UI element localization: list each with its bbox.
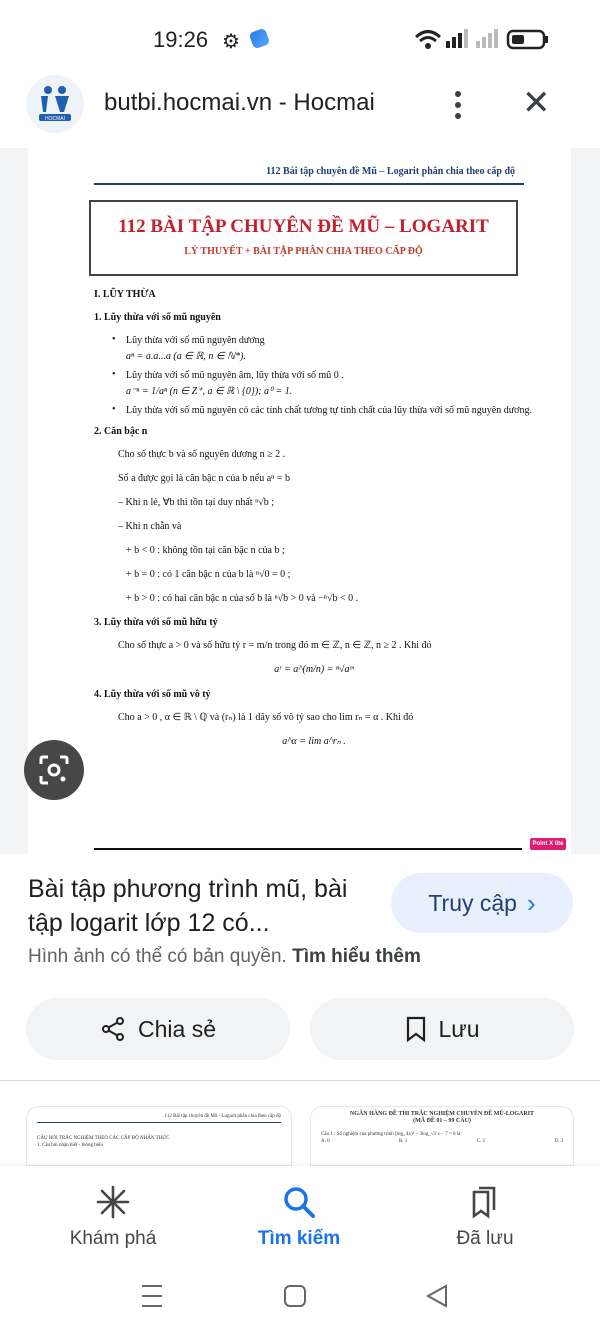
thumb-option: B. 1 <box>398 1139 408 1144</box>
copyright-notice <box>28 946 421 968</box>
text-line: – Khi n lẻ, ∀b thì tồn tại duy nhất ⁿ√b ; <box>118 497 275 508</box>
subsection-heading: 1. Lũy thừa với số mũ nguyên <box>94 312 221 323</box>
visit-button-label: Truy cập <box>428 889 517 916</box>
save-button[interactable] <box>310 998 574 1060</box>
subsection-heading: 3. Lũy thừa với số mũ hữu tỷ <box>94 617 218 628</box>
related-image-thumbnail[interactable] <box>26 1106 292 1166</box>
thumb-text: CÂU HỎI TRẮC NGHIỆM THEO CÁC CẤP ĐỘ NHẬN THỨC <box>37 1136 170 1141</box>
document-body <box>94 288 534 760</box>
signal-icon-1 <box>446 29 468 48</box>
wifi-icon <box>416 32 440 50</box>
bullet-item: • Lũy thừa với số mũ nguyên âm, lũy thừa với số mũ 0 . <box>94 369 534 382</box>
thumb-option: D. 3 <box>554 1139 563 1144</box>
bullet-item: • Lũy thừa với số mũ nguyên dương <box>94 334 534 347</box>
visit-button[interactable] <box>391 873 573 933</box>
formula: aⁿ = a.a...a (a ∈ ℝ, n ∈ ℕ*). <box>126 351 246 362</box>
signal-icon-2 <box>476 29 498 48</box>
back-icon <box>428 1286 446 1306</box>
formula: a^α = lim a^rₙ . <box>282 736 346 747</box>
gear-icon: ⚙ <box>222 31 240 53</box>
bullet-item: • Lũy thừa với số mũ nguyên có các tính chất tương tự tính chất của lũy thừa với số mũ nguyên dương. <box>94 404 534 417</box>
hocmai-logo-icon <box>33 82 77 126</box>
text-line: Cho a > 0 , α ∈ ℝ \ ℚ và (rₙ) là 1 dãy số vô tỷ sao cho lim rₙ = α . Khi đó <box>118 712 414 723</box>
document-header: 112 Bài tập chuyên đề Mũ – Logarit phân chia theo cấp độ <box>266 166 515 177</box>
thumb-text: Câu 1 : Số nghiệm của phương trình (log₃ 4x)² − 3log_√3 x − 7 = 0 là: <box>321 1132 462 1137</box>
status-time: 19:26 <box>153 27 209 52</box>
thumb-options <box>311 1138 573 1145</box>
share-button[interactable] <box>26 998 290 1060</box>
thumb-option: C. 2 <box>476 1139 485 1144</box>
site-logo[interactable] <box>26 75 84 133</box>
chevron-right-icon: › <box>526 887 536 918</box>
formula: a⁻ⁿ = 1/aⁿ (n ∈ Z⁺, a ∈ ℝ \ {0}); a⁰ = 1. <box>126 386 293 397</box>
thumb-header: 112 Bài tập chuyên đề Mũ - Logarit phân chia theo cấp độ <box>164 1114 281 1119</box>
formula: aʳ = a^(m/n) = ⁿ√aᵐ <box>274 664 354 675</box>
thumb-text: 1. Câu hỏi nhận biết - thông hiểu <box>37 1143 103 1148</box>
text-line: + b < 0 : không tồn tại căn bậc n của b ; <box>126 545 285 556</box>
search-icon <box>281 1184 317 1220</box>
nav-search-label: Tìm kiếm <box>257 1228 341 1249</box>
copyright-text: Hình ảnh có thể có bản quyền. <box>28 946 287 967</box>
divider <box>0 1080 600 1081</box>
text-line: + b > 0 : có hai căn bậc n của số b là ⁿ√b > 0 và −ⁿ√b < 0 . <box>126 593 359 604</box>
logo-text: HOCMAI <box>45 116 65 122</box>
footer-rule <box>94 848 522 850</box>
status-bar <box>0 0 600 80</box>
thumb-rule <box>37 1122 281 1123</box>
recent-apps-icon <box>142 1286 162 1306</box>
system-nav-icons <box>0 1266 600 1333</box>
app-notification-icon <box>249 28 271 50</box>
section-heading: I. LŨY THỪA <box>94 289 156 300</box>
close-icon[interactable]: ✕ <box>522 84 551 122</box>
related-image-thumbnail[interactable] <box>310 1106 574 1166</box>
save-label: Lưu <box>438 1015 480 1042</box>
page-title: butbi.hocmai.vn - Hocmai <box>104 89 375 116</box>
share-label: Chia sẻ <box>138 1015 216 1042</box>
thumb-option: A. 0 <box>321 1139 330 1144</box>
asterisk-icon <box>95 1184 131 1220</box>
more-options-icon[interactable] <box>448 88 468 122</box>
text-line: Cho số thực a > 0 và số hữu tỷ r = m/n trong đó m ∈ ℤ, n ∈ ℤ, n ≥ 2 . Khi đó <box>118 640 432 651</box>
saved-collections-icon <box>468 1184 502 1220</box>
lens-search-button[interactable] <box>24 740 84 800</box>
system-status-icons <box>412 26 552 52</box>
text-line: Cho số thực b và số nguyên dương n ≥ 2 . <box>118 449 286 460</box>
document-title: 112 BÀI TẬP CHUYÊN ĐỀ MŨ – LOGARIT <box>118 216 489 237</box>
text-line: Số a được gọi là căn bậc n của b nếu aⁿ = b <box>118 473 290 484</box>
bookmark-icon <box>405 1016 427 1042</box>
header-rule <box>94 183 524 185</box>
bottom-navigation <box>0 1166 600 1266</box>
lens-icon <box>38 754 70 786</box>
system-navigation-bar <box>0 1266 600 1333</box>
document-image <box>28 148 571 854</box>
document-title-box <box>89 200 518 276</box>
battery-icon <box>508 31 548 48</box>
nav-explore-label: Khám phá <box>69 1228 157 1249</box>
stamp-label: Point X lite <box>530 838 566 850</box>
thumb-title: NGÂN HÀNG ĐỀ THI TRẮC NGHIỆM CHUYÊN ĐỀ MŨ-LOGARIT <box>349 1111 535 1117</box>
nav-search[interactable] <box>219 1182 379 1250</box>
text-line: + b = 0 : có 1 căn bậc n của b là ⁿ√0 = 0 ; <box>126 569 291 580</box>
nav-saved[interactable] <box>405 1182 565 1250</box>
nav-explore[interactable] <box>33 1182 193 1250</box>
home-icon <box>285 1286 305 1306</box>
document-subtitle: LÝ THUYẾT + BÀI TẬP PHÂN CHIA THEO CẤP ĐỘ <box>184 246 423 257</box>
subsection-heading: 4. Lũy thừa với số mũ vô tỷ <box>94 689 211 700</box>
text-line: – Khi n chẵn và <box>118 521 182 532</box>
nav-saved-label: Đã lưu <box>456 1228 514 1249</box>
share-icon <box>100 1016 126 1042</box>
subsection-heading: 2. Căn bậc n <box>94 426 148 437</box>
thumb-subtitle: (MÃ ĐỀ 01 – 99 CÂU) <box>413 1118 471 1124</box>
learn-more-link[interactable]: Tìm hiểu thêm <box>292 946 421 967</box>
result-title[interactable]: Bài tập phương trình mũ, bài tập logarit lớp 12 có... <box>28 875 348 937</box>
